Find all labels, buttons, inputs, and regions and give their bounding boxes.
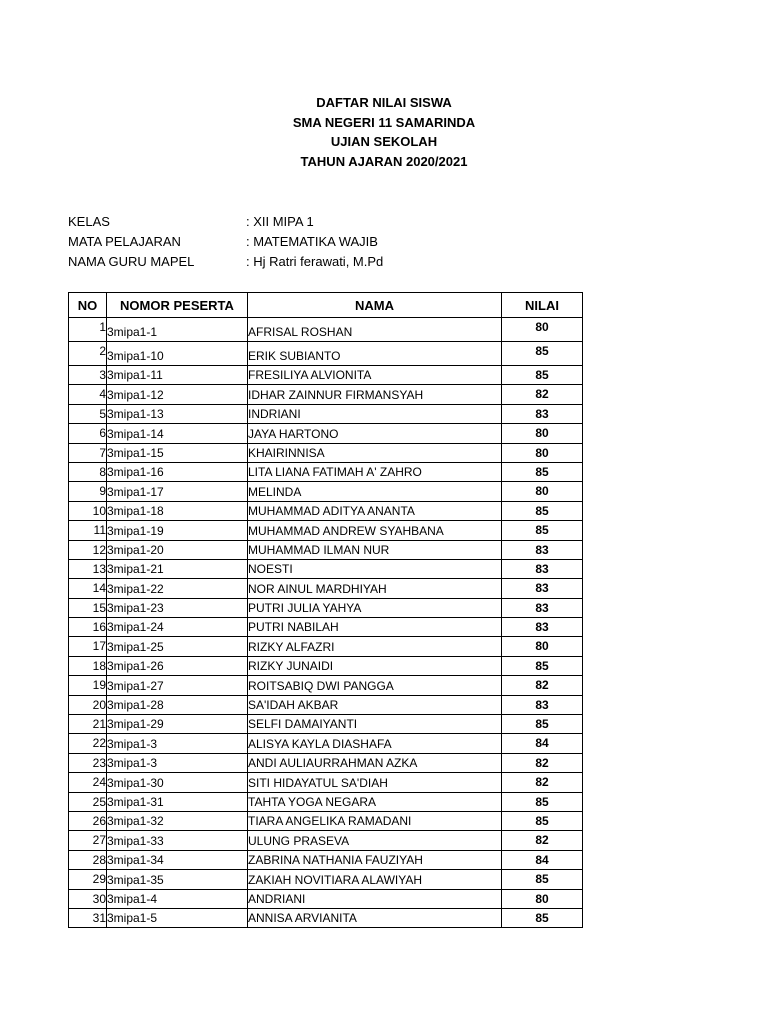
cell-score: 85 <box>502 462 583 481</box>
cell-name: ULUNG PRASEVA <box>248 831 502 850</box>
info-label: KELAS <box>68 214 110 229</box>
cell-participant-number: 3mipa1-10 <box>107 342 248 366</box>
table-row <box>69 424 583 443</box>
class-info <box>68 212 383 272</box>
cell-score: 80 <box>502 424 583 443</box>
cell-name: ALISYA KAYLA DIASHAFA <box>248 734 502 753</box>
cell-no: 12 <box>69 540 107 559</box>
cell-score: 80 <box>502 889 583 908</box>
cell-no: 10 <box>69 501 107 520</box>
cell-participant-number: 3mipa1-15 <box>107 443 248 462</box>
table-row <box>69 385 583 404</box>
table-row <box>69 559 583 578</box>
cell-no: 25 <box>69 792 107 811</box>
table-row <box>69 656 583 675</box>
cell-no: 15 <box>69 598 107 617</box>
cell-no: 18 <box>69 656 107 675</box>
cell-name: ERIK SUBIANTO <box>248 342 502 366</box>
cell-no: 29 <box>69 870 107 889</box>
cell-participant-number: 3mipa1-33 <box>107 831 248 850</box>
cell-score: 83 <box>502 598 583 617</box>
table-row <box>69 366 583 385</box>
cell-no: 19 <box>69 676 107 695</box>
cell-no: 7 <box>69 443 107 462</box>
table-row <box>69 501 583 520</box>
table-row <box>69 889 583 908</box>
info-row-class <box>68 212 383 232</box>
cell-participant-number: 3mipa1-19 <box>107 521 248 540</box>
cell-score: 85 <box>502 501 583 520</box>
table-row <box>69 676 583 695</box>
cell-score: 83 <box>502 579 583 598</box>
cell-name: ANDI AULIAURRAHMAN AZKA <box>248 753 502 772</box>
grades-table <box>68 292 583 928</box>
cell-name: TAHTA YOGA NEGARA <box>248 792 502 811</box>
cell-name: NOR AINUL MARDHIYAH <box>248 579 502 598</box>
cell-score: 84 <box>502 734 583 753</box>
document-title: DAFTAR NILAI SISWA <box>316 95 452 110</box>
info-row-teacher <box>68 252 383 272</box>
cell-name: MUHAMMAD ANDREW SYAHBANA <box>248 521 502 540</box>
cell-score: 85 <box>502 811 583 830</box>
cell-name: SITI HIDAYATUL SA'DIAH <box>248 773 502 792</box>
exam-name: UJIAN SEKOLAH <box>330 134 438 149</box>
cell-no: 3 <box>69 366 107 385</box>
cell-name: ZABRINA NATHANIA FAUZIYAH <box>248 850 502 869</box>
table-row <box>69 734 583 753</box>
table-row <box>69 831 583 850</box>
cell-participant-number: 3mipa1-26 <box>107 656 248 675</box>
cell-no: 8 <box>69 462 107 481</box>
cell-score: 82 <box>502 753 583 772</box>
table-row <box>69 850 583 869</box>
cell-name: MUHAMMAD ILMAN NUR <box>248 540 502 559</box>
info-value: : Hj Ratri ferawati, M.Pd <box>246 254 384 269</box>
cell-participant-number: 3mipa1-17 <box>107 482 248 501</box>
cell-name: INDRIANI <box>248 404 502 423</box>
table-row <box>69 792 583 811</box>
cell-no: 24 <box>69 773 107 792</box>
cell-participant-number: 3mipa1-5 <box>107 908 248 927</box>
cell-score: 85 <box>502 792 583 811</box>
cell-no: 1 <box>69 318 107 342</box>
info-label: MATA PELAJARAN <box>68 234 181 249</box>
cell-participant-number: 3mipa1-3 <box>107 734 248 753</box>
cell-name: RIZKY JUNAIDI <box>248 656 502 675</box>
cell-score: 83 <box>502 695 583 714</box>
cell-participant-number: 3mipa1-11 <box>107 366 248 385</box>
cell-no: 30 <box>69 889 107 908</box>
table-row <box>69 637 583 656</box>
cell-score: 83 <box>502 540 583 559</box>
cell-score: 83 <box>502 559 583 578</box>
table-row <box>69 462 583 481</box>
cell-score: 80 <box>502 482 583 501</box>
cell-participant-number: 3mipa1-32 <box>107 811 248 830</box>
cell-no: 9 <box>69 482 107 501</box>
cell-name: RIZKY ALFAZRI <box>248 637 502 656</box>
cell-participant-number: 3mipa1-14 <box>107 424 248 443</box>
cell-participant-number: 3mipa1-35 <box>107 870 248 889</box>
table-row <box>69 773 583 792</box>
cell-score: 80 <box>502 443 583 462</box>
cell-no: 17 <box>69 637 107 656</box>
cell-name: ZAKIAH NOVITIARA ALAWIYAH <box>248 870 502 889</box>
cell-score: 85 <box>502 342 583 366</box>
cell-name: PUTRI NABILAH <box>248 618 502 637</box>
cell-name: LITA LIANA FATIMAH A' ZAHRO <box>248 462 502 481</box>
cell-name: MUHAMMAD ADITYA ANANTA <box>248 501 502 520</box>
table-row <box>69 811 583 830</box>
cell-no: 11 <box>69 521 107 540</box>
cell-no: 5 <box>69 404 107 423</box>
cell-name: FRESILIYA ALVIONITA <box>248 366 502 385</box>
header-score: NILAI <box>502 293 583 318</box>
cell-name: KHAIRINNISA <box>248 443 502 462</box>
cell-participant-number: 3mipa1-30 <box>107 773 248 792</box>
cell-no: 31 <box>69 908 107 927</box>
table-row <box>69 404 583 423</box>
cell-no: 23 <box>69 753 107 772</box>
cell-no: 16 <box>69 618 107 637</box>
table-row <box>69 482 583 501</box>
cell-participant-number: 3mipa1-20 <box>107 540 248 559</box>
info-value: : MATEMATIKA WAJIB <box>246 234 378 249</box>
cell-participant-number: 3mipa1-23 <box>107 598 248 617</box>
table-row <box>69 715 583 734</box>
cell-no: 28 <box>69 850 107 869</box>
table-row <box>69 342 583 366</box>
cell-no: 26 <box>69 811 107 830</box>
cell-participant-number: 3mipa1-25 <box>107 637 248 656</box>
info-row-subject <box>68 232 383 252</box>
table-row <box>69 521 583 540</box>
cell-name: ANNISA ARVIANITA <box>248 908 502 927</box>
cell-no: 6 <box>69 424 107 443</box>
cell-no: 20 <box>69 695 107 714</box>
table-row <box>69 579 583 598</box>
cell-participant-number: 3mipa1-3 <box>107 753 248 772</box>
cell-name: ANDRIANI <box>248 889 502 908</box>
table-row <box>69 695 583 714</box>
header-participant-number: NOMOR PESERTA <box>107 293 248 318</box>
table-row <box>69 618 583 637</box>
table-row <box>69 318 583 342</box>
cell-participant-number: 3mipa1-21 <box>107 559 248 578</box>
table-row <box>69 540 583 559</box>
cell-participant-number: 3mipa1-4 <box>107 889 248 908</box>
table-header-row <box>69 293 583 318</box>
cell-score: 85 <box>502 908 583 927</box>
cell-participant-number: 3mipa1-12 <box>107 385 248 404</box>
school-name: SMA NEGERI 11 SAMARINDA <box>292 114 476 130</box>
cell-score: 85 <box>502 656 583 675</box>
table-row <box>69 443 583 462</box>
cell-name: SELFI DAMAIYANTI <box>248 715 502 734</box>
cell-score: 82 <box>502 385 583 404</box>
table-row <box>69 908 583 927</box>
cell-score: 85 <box>502 366 583 385</box>
cell-participant-number: 3mipa1-18 <box>107 501 248 520</box>
cell-name: NOESTI <box>248 559 502 578</box>
cell-participant-number: 3mipa1-28 <box>107 695 248 714</box>
cell-no: 2 <box>69 342 107 366</box>
table-row <box>69 753 583 772</box>
cell-no: 4 <box>69 385 107 404</box>
cell-name: IDHAR ZAINNUR FIRMANSYAH <box>248 385 502 404</box>
document-header <box>0 93 768 171</box>
cell-name: SA'IDAH AKBAR <box>248 695 502 714</box>
cell-score: 82 <box>502 831 583 850</box>
table-row <box>69 870 583 889</box>
cell-no: 22 <box>69 734 107 753</box>
cell-participant-number: 3mipa1-16 <box>107 462 248 481</box>
cell-score: 82 <box>502 773 583 792</box>
cell-no: 21 <box>69 715 107 734</box>
cell-score: 80 <box>502 637 583 656</box>
cell-score: 83 <box>502 618 583 637</box>
cell-score: 85 <box>502 870 583 889</box>
cell-no: 14 <box>69 579 107 598</box>
cell-score: 85 <box>502 521 583 540</box>
cell-no: 13 <box>69 559 107 578</box>
cell-name: AFRISAL ROSHAN <box>248 318 502 342</box>
cell-score: 80 <box>502 318 583 342</box>
table-row <box>69 598 583 617</box>
cell-name: JAYA HARTONO <box>248 424 502 443</box>
info-value: : XII MIPA 1 <box>246 214 314 229</box>
cell-participant-number: 3mipa1-31 <box>107 792 248 811</box>
cell-participant-number: 3mipa1-29 <box>107 715 248 734</box>
cell-no: 27 <box>69 831 107 850</box>
cell-participant-number: 3mipa1-13 <box>107 404 248 423</box>
cell-participant-number: 3mipa1-22 <box>107 579 248 598</box>
cell-name: PUTRI JULIA YAHYA <box>248 598 502 617</box>
cell-participant-number: 3mipa1-27 <box>107 676 248 695</box>
info-label: NAMA GURU MAPEL <box>68 254 195 269</box>
cell-name: TIARA ANGELIKA RAMADANI <box>248 811 502 830</box>
cell-score: 83 <box>502 404 583 423</box>
academic-year: TAHUN AJARAN 2020/2021 <box>300 153 468 169</box>
cell-score: 85 <box>502 715 583 734</box>
header-name: NAMA <box>248 293 502 318</box>
cell-participant-number: 3mipa1-34 <box>107 850 248 869</box>
header-no: NO <box>69 293 107 318</box>
cell-participant-number: 3mipa1-1 <box>107 318 248 342</box>
cell-name: MELINDA <box>248 482 502 501</box>
cell-score: 82 <box>502 676 583 695</box>
cell-participant-number: 3mipa1-24 <box>107 618 248 637</box>
cell-score: 84 <box>502 850 583 869</box>
cell-name: ROITSABIQ DWI PANGGA <box>248 676 502 695</box>
